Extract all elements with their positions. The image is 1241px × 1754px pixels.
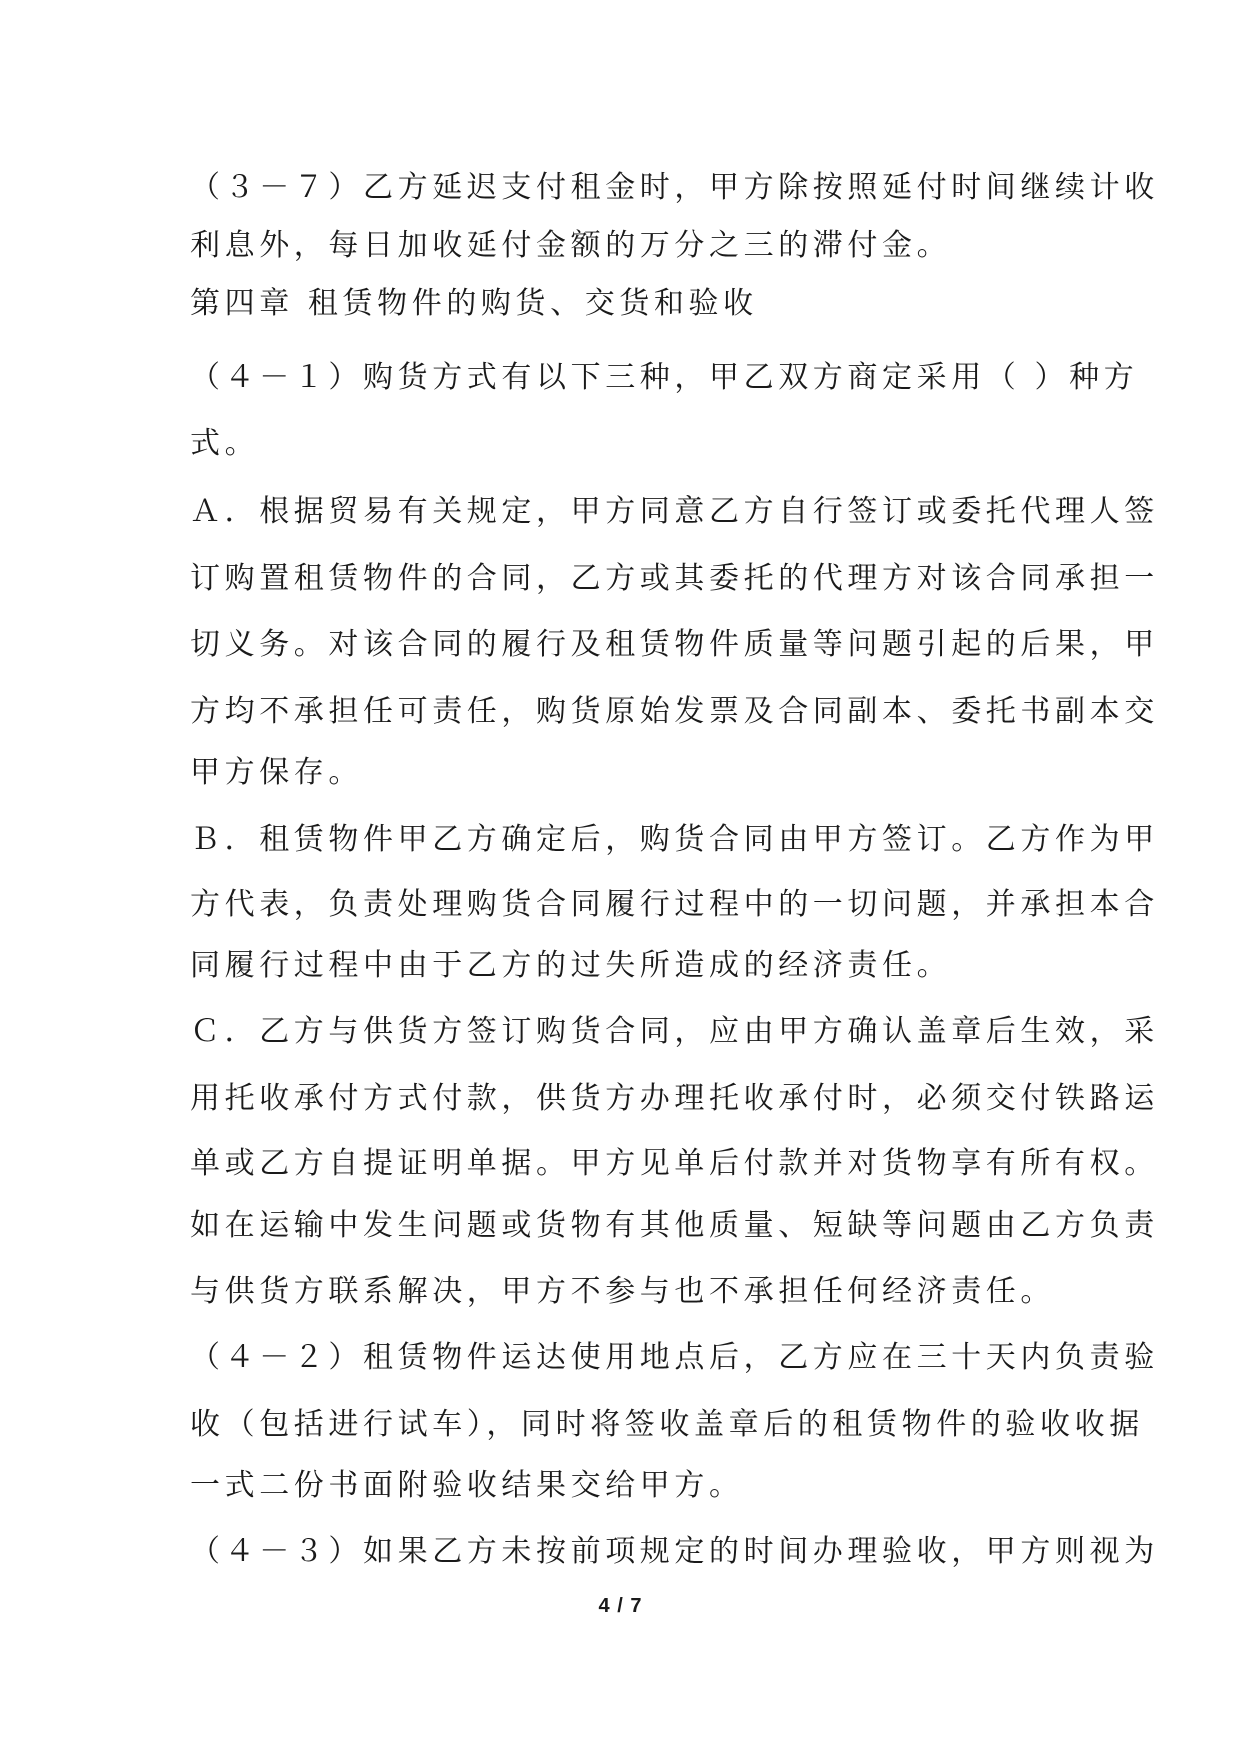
text-line: 利息外，每日加收延付金额的万分之三的滞付金。 bbox=[190, 228, 952, 263]
text-line: 订购置租赁物件的合同，乙方或其委托的代理方对该合同承担一 bbox=[190, 561, 1159, 596]
text-line: 同履行过程中由于乙方的过失所造成的经济责任。 bbox=[190, 948, 952, 983]
text-line: Ｃ．乙方与供货方签订购货合同，应由甲方确认盖章后生效，采 bbox=[190, 1014, 1159, 1049]
text-line: 与供货方联系解决，甲方不参与也不承担任何经济责任。 bbox=[190, 1274, 1055, 1309]
text-line: （４－１）购货方式有以下三种，甲乙双方商定采用（ ）种方 bbox=[190, 360, 1139, 395]
text-line: Ｂ．租赁物件甲乙方确定后，购货合同由甲方签订。乙方作为甲 bbox=[190, 822, 1159, 857]
text-line: 切义务。对该合同的履行及租赁物件质量等问题引起的后果，甲 bbox=[190, 627, 1159, 662]
chapter-heading: 第四章 租赁物件的购货、交货和验收 bbox=[190, 286, 758, 321]
text-line: 用托收承付方式付款，供货方办理托收承付时，必须交付铁路运 bbox=[190, 1081, 1159, 1116]
text-line: （４－２）租赁物件运达使用地点后，乙方应在三十天内负责验 bbox=[190, 1340, 1159, 1375]
text-line: 方代表，负责处理购货合同履行过程中的一切问题，并承担本合 bbox=[190, 887, 1159, 922]
text-line: 单或乙方自提证明单据。甲方见单后付款并对货物享有所有权。 bbox=[190, 1146, 1159, 1181]
text-line: （４－３）如果乙方未按前项规定的时间办理验收，甲方则视为 bbox=[190, 1534, 1159, 1569]
text-line: 如在运输中发生问题或货物有其他质量、短缺等问题由乙方负责 bbox=[190, 1208, 1159, 1243]
text-line: 收（包括进行试车），同时将签收盖章后的租赁物件的验收收据 bbox=[190, 1407, 1144, 1442]
page-number: 4 / 7 bbox=[598, 1595, 643, 1617]
text-line: 一式二份书面附验收结果交给甲方。 bbox=[190, 1468, 744, 1503]
text-line: 式。 bbox=[190, 426, 260, 461]
text-line: （３－７）乙方延迟支付租金时，甲方除按照延付时间继续计收 bbox=[190, 170, 1159, 205]
text-line: Ａ．根据贸易有关规定，甲方同意乙方自行签订或委托代理人签 bbox=[190, 494, 1159, 529]
text-line: 方均不承担任可责任，购货原始发票及合同副本、委托书副本交 bbox=[190, 694, 1159, 729]
text-line: 甲方保存。 bbox=[190, 755, 363, 790]
